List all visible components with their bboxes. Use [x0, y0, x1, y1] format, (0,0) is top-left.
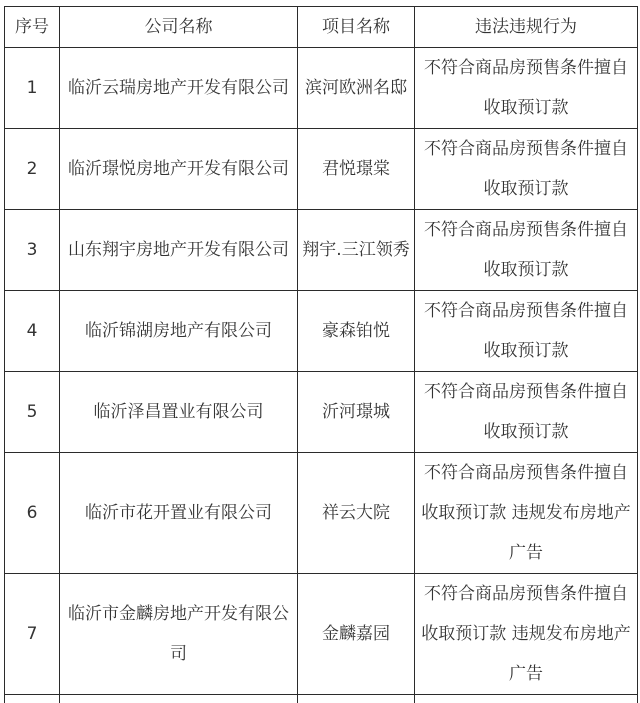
- serial-number-cell: 7: [5, 574, 60, 695]
- project-name-cell: 豪森铂悦: [298, 291, 415, 372]
- violation-cell: 不符合商品房预售条件擅自收取预订款: [415, 291, 638, 372]
- company-name-cell: 临沂锦湖房地产有限公司: [60, 291, 298, 372]
- serial-number-cell: 2: [5, 129, 60, 210]
- violation-cell: 不符合商品房预售条件擅自收取预订款: [415, 129, 638, 210]
- table-row: [5, 129, 638, 210]
- company-name-cell: 山东翔宇房地产开发有限公司: [60, 210, 298, 291]
- serial-number-cell: 6: [5, 453, 60, 574]
- company-name-cell: 临沂璟悦房地产开发有限公司: [60, 129, 298, 210]
- violation-cell: 不符合商品房预售条件擅自收取预订款 违规发布房地产广告: [415, 574, 638, 695]
- serial-number-cell: 4: [5, 291, 60, 372]
- header-serial-number: 序号: [5, 7, 60, 48]
- partial-cell: [298, 695, 415, 703]
- violation-cell: 不符合商品房预售条件擅自收取预订款: [415, 48, 638, 129]
- table-row-partial: [5, 695, 638, 703]
- table-row: [5, 291, 638, 372]
- violation-cell: 不符合商品房预售条件擅自收取预订款 违规发布房地产广告: [415, 453, 638, 574]
- project-name-cell: 翔宇.三江领秀: [298, 210, 415, 291]
- project-name-cell: 滨河欧洲名邸: [298, 48, 415, 129]
- company-name-cell: 临沂市花开置业有限公司: [60, 453, 298, 574]
- table-row: [5, 48, 638, 129]
- partial-cell: [415, 695, 638, 703]
- company-name-cell: 临沂泽昌置业有限公司: [60, 372, 298, 453]
- header-violation: 违法违规行为: [415, 7, 638, 48]
- serial-number-cell: 1: [5, 48, 60, 129]
- table-row: [5, 372, 638, 453]
- project-name-cell: 祥云大院: [298, 453, 415, 574]
- header-company-name: 公司名称: [60, 7, 298, 48]
- project-name-cell: 君悦璟棠: [298, 129, 415, 210]
- table-row: [5, 574, 638, 695]
- violations-table: [4, 6, 638, 703]
- table-row: [5, 453, 638, 574]
- header-project-name: 项目名称: [298, 7, 415, 48]
- violation-cell: 不符合商品房预售条件擅自收取预订款: [415, 372, 638, 453]
- project-name-cell: 沂河璟城: [298, 372, 415, 453]
- header-row: [5, 7, 638, 48]
- company-name-cell: 临沂市金麟房地产开发有限公司: [60, 574, 298, 695]
- partial-cell: [5, 695, 60, 703]
- partial-cell: [60, 695, 298, 703]
- table-row: [5, 210, 638, 291]
- serial-number-cell: 3: [5, 210, 60, 291]
- violation-cell: 不符合商品房预售条件擅自收取预订款: [415, 210, 638, 291]
- project-name-cell: 金麟嘉园: [298, 574, 415, 695]
- company-name-cell: 临沂云瑞房地产开发有限公司: [60, 48, 298, 129]
- serial-number-cell: 5: [5, 372, 60, 453]
